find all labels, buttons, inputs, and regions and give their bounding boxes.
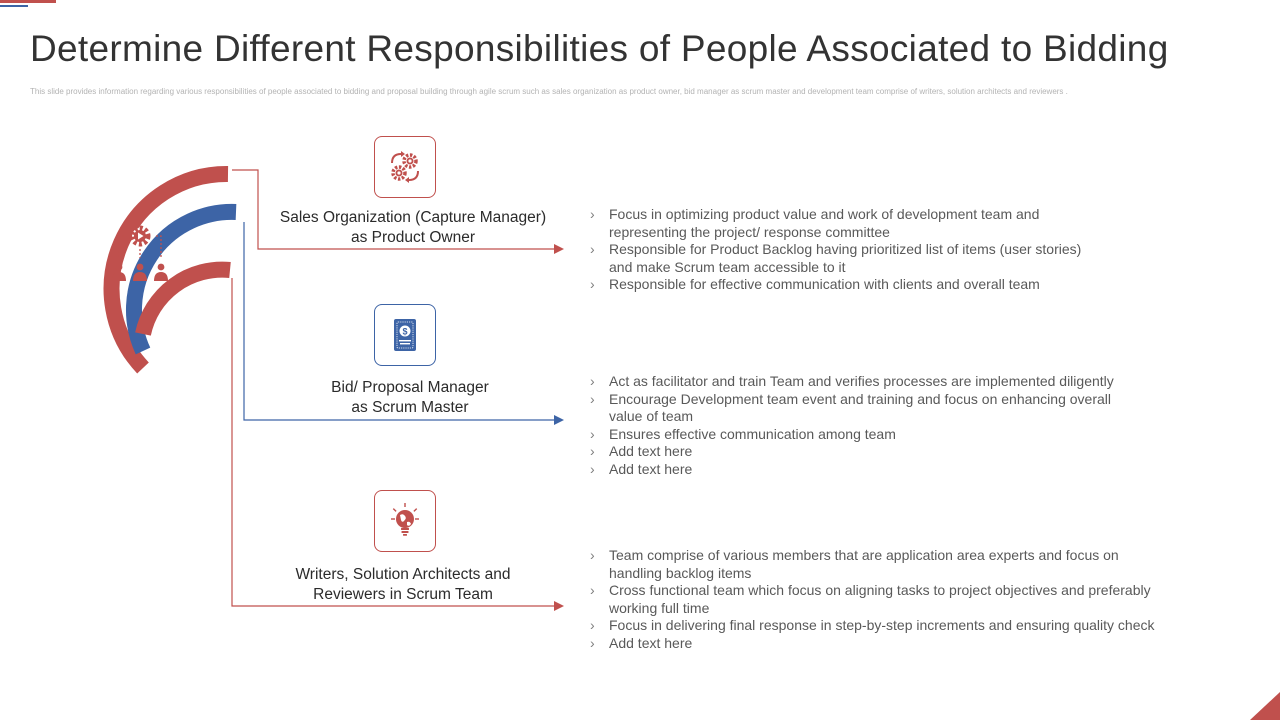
bullet-item: › Encourage Development team event and training and focus on enhancing overall value of team xyxy=(590,391,1114,426)
bullet-item: › Team comprise of various members that are application area experts and focus on handling backlog items xyxy=(590,547,1155,582)
page-subtitle: This slide provides information regarding various responsibilities of people associated to bidding and proposal building through agile scrum such as sales organization as product owner, bid manager as scrum master and development team comprise of writers, solution architects and reviewers . xyxy=(30,87,1068,96)
role-3-bullets xyxy=(590,547,1155,653)
roles-3-label: Roles 3 xyxy=(107,148,142,166)
svg-text:$: $ xyxy=(402,326,408,337)
roles-1-label: Roles 1 xyxy=(95,121,129,145)
role-1-icon-box xyxy=(374,136,436,198)
arrowhead-role-3 xyxy=(554,601,564,611)
role-1-bullets xyxy=(590,206,1081,294)
role-1-label: Sales Organization (Capture Manager) as Product Owner xyxy=(279,209,547,246)
bullet-item: › Focus in delivering final response in step-by-step increments and ensuring quality check xyxy=(590,617,1155,635)
bullet-item: › Act as facilitator and train Team and verifies processes are implemented diligently xyxy=(590,373,1114,391)
bullet-item: › Responsible for Product Backlog having prioritized list of items (user stories) and make Scrum team accessible to it xyxy=(590,241,1081,276)
bullet-item: › Cross functional team which focus on aligning tasks to project objectives and preferably working full time xyxy=(590,582,1155,617)
roles-2-label: Roles 2 xyxy=(100,131,135,151)
role-3-label: Writers, Solution Architects and Reviewers in Scrum Team xyxy=(295,566,511,603)
role-2-label: Bid/ Proposal Manager as Scrum Master xyxy=(331,379,489,416)
role-3-icon-box xyxy=(374,490,436,552)
role-2-icon-box xyxy=(374,304,436,366)
gears-cycle-icon xyxy=(386,148,424,186)
bullet-item: › Responsible for effective communication with clients and overall team xyxy=(590,276,1081,294)
bullet-item: › Focus in optimizing product value and work of development team and representing the project/ response committee xyxy=(590,206,1081,241)
bullet-item: › Add text here xyxy=(590,443,1114,461)
bullet-item: › Ensures effective communication among team xyxy=(590,426,1114,444)
role-2-bullets xyxy=(590,373,1114,479)
lightbulb-globe-icon xyxy=(386,502,424,540)
bullet-item: › Add text here xyxy=(590,461,1114,479)
page-title: Determine Different Responsibilities of People Associated to Bidding xyxy=(30,28,1169,69)
dollar-document-icon xyxy=(386,316,424,354)
bullet-item: › Add text here xyxy=(590,635,1155,653)
